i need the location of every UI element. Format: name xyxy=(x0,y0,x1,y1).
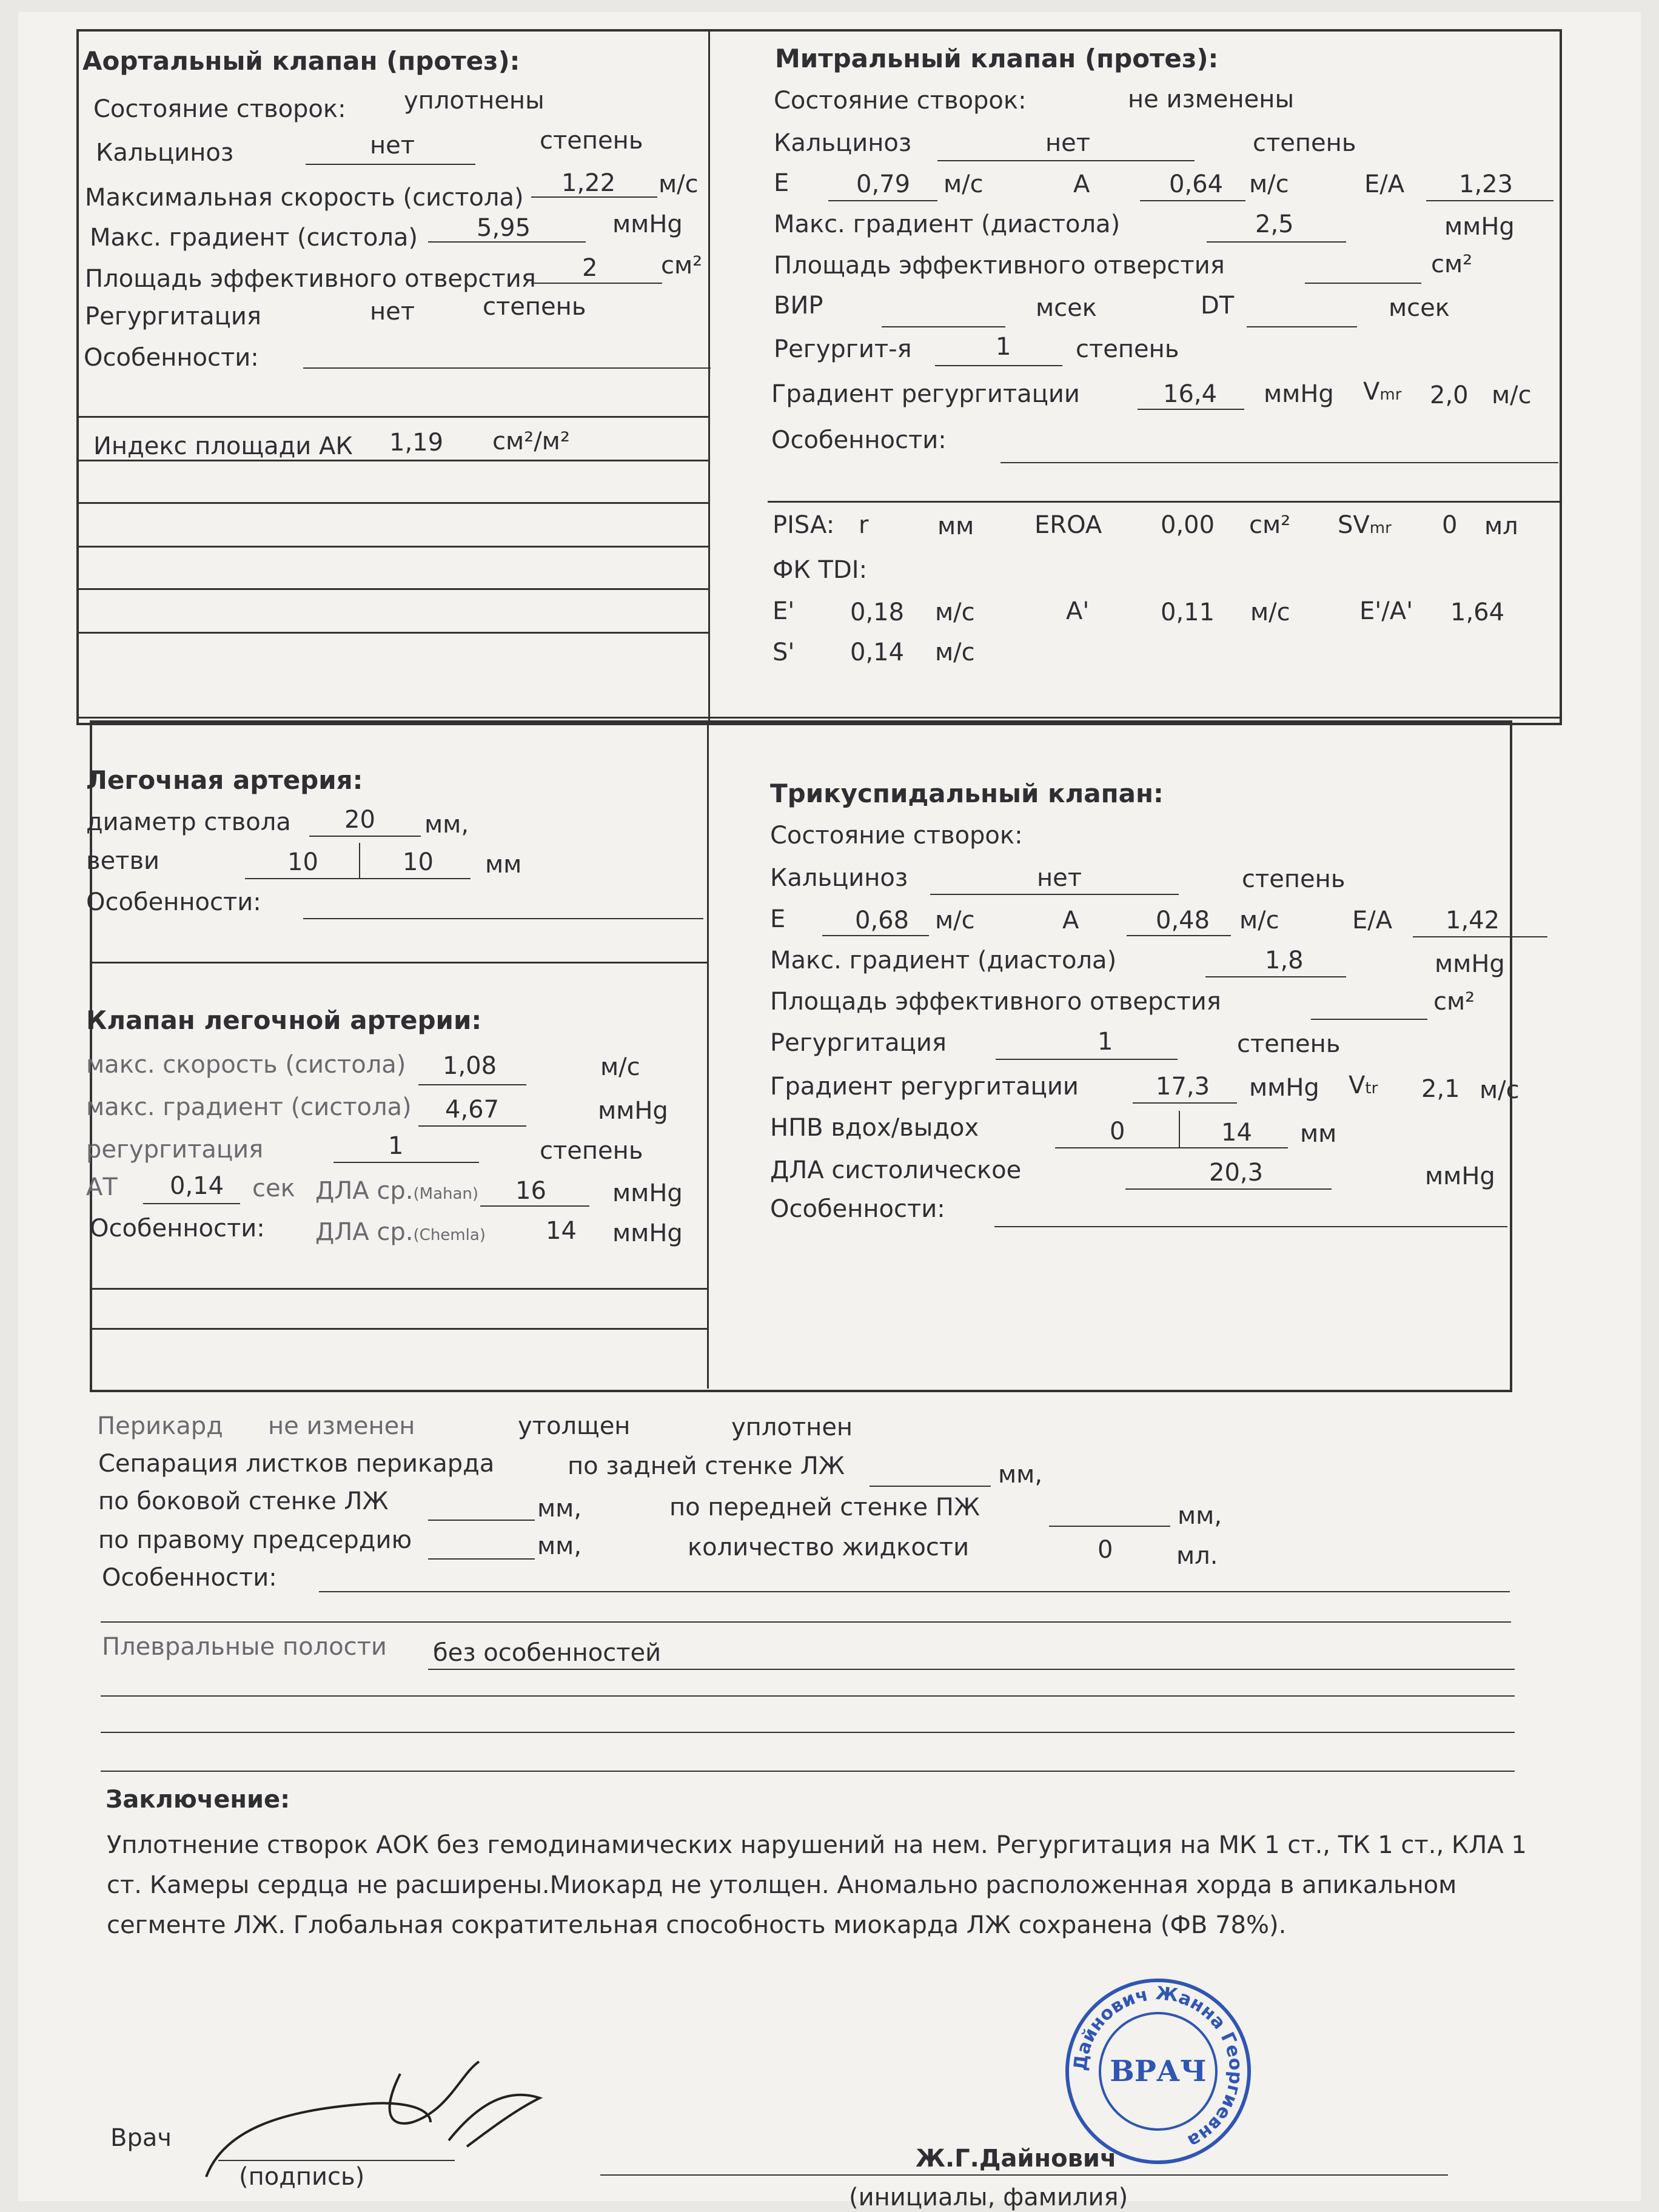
aortic-cusps-value: уплотнены xyxy=(404,87,545,115)
pericard-label: Перикард xyxy=(97,1412,223,1440)
sign-caption: (подпись) xyxy=(239,2163,365,2191)
tv-area-label: Площадь эффективного отверстия xyxy=(770,988,1221,1016)
pericard-features-label: Особенности: xyxy=(102,1564,277,1592)
pa-branches-unit: мм xyxy=(485,851,522,879)
pericard-opt-1: не изменен xyxy=(268,1412,415,1440)
mitral-e-value: 0,79 xyxy=(856,170,911,198)
mitral-s1-value: 0,14 xyxy=(850,638,905,666)
mitral-ea1-value: 1,64 xyxy=(1450,598,1505,626)
mitral-s1-label: S' xyxy=(773,638,795,666)
conclusion-line: ст. Камеры сердца не расширены.Миокард не утолщен. Аномально расположенная хорда в апикальном xyxy=(107,1871,1457,1899)
pericard-posterior-unit: мм, xyxy=(998,1461,1043,1489)
tv-title: Трикуспидальный клапан: xyxy=(770,779,1164,808)
pa-trunk-unit: мм, xyxy=(424,811,469,839)
pa-trunk-value: 20 xyxy=(344,806,375,834)
tv-grad-unit: ммHg xyxy=(1435,950,1505,978)
pv-at-value: 0,14 xyxy=(170,1172,224,1200)
mitral-features-label: Особенности: xyxy=(771,426,947,454)
mitral-vmr-unit: м/с xyxy=(1492,381,1532,409)
tv-cusps-label: Состояние створок: xyxy=(770,822,1023,850)
mitral-e1-value: 0,18 xyxy=(850,598,905,626)
mitral-e-unit: м/с xyxy=(943,170,984,198)
aortic-regurg-degree: степень xyxy=(483,293,586,321)
aortic-area-value: 2 xyxy=(582,254,598,282)
mitral-regurg-value: 1 xyxy=(996,333,1011,361)
svg-text:Дайнович Жанна Георгиевна: Дайнович Жанна Георгиевна xyxy=(1070,1982,1247,2152)
pv-regurg-degree: степень xyxy=(540,1137,643,1165)
pv-dla-mahan-unit: ммHg xyxy=(612,1179,683,1207)
aortic-index-value: 1,19 xyxy=(389,429,444,457)
mitral-dt-label: DT xyxy=(1201,292,1235,320)
doctor-label: Врач xyxy=(110,2124,172,2152)
mitral-a1-unit: м/с xyxy=(1250,598,1290,626)
mitral-area-unit: см² xyxy=(1431,250,1473,278)
stamp-seal xyxy=(1061,1974,1255,2168)
pv-at-label: АТ xyxy=(86,1173,118,1201)
mitral-calc-degree: степень xyxy=(1253,129,1356,157)
mitral-a1-label: A' xyxy=(1066,597,1090,625)
tv-regurg-degree: степень xyxy=(1237,1030,1341,1058)
document-page xyxy=(18,12,1641,2211)
mitral-vir-unit: мсек xyxy=(1036,294,1097,322)
pv-dla-chemla-value: 14 xyxy=(546,1217,577,1245)
conclusion-line: сегменте ЛЖ. Глобальная сократительная способность миокарда ЛЖ сохранена (ФВ 78%). xyxy=(107,1911,1287,1939)
aortic-vmax-value: 1,22 xyxy=(561,169,616,197)
pericard-fluid-label: количество жидкости xyxy=(688,1533,970,1561)
aortic-calc-value: нет xyxy=(370,132,415,159)
mitral-rgrad-value: 16,4 xyxy=(1163,380,1218,408)
tv-regurg-value: 1 xyxy=(1098,1028,1113,1056)
pericard-ra-label: по правому предсердию xyxy=(98,1526,412,1554)
pv-features-label: Особенности: xyxy=(90,1215,265,1242)
aortic-calc-degree: степень xyxy=(540,127,643,155)
pv-dla-chemla-unit: ммHg xyxy=(612,1219,683,1247)
tv-features-label: Особенности: xyxy=(770,1195,945,1223)
pa-trunk-label: диаметр ствола xyxy=(86,808,291,836)
mitral-grad-label: Макс. градиент (диастола) xyxy=(774,210,1121,238)
pv-grad-label: макс. градиент (систола) xyxy=(86,1093,412,1121)
mitral-cusps-label: Состояние створок: xyxy=(774,87,1027,115)
mitral-title: Митральный клапан (протез): xyxy=(775,44,1219,73)
mitral-a-value: 0,64 xyxy=(1169,170,1224,198)
conclusion-line: Уплотнение створок АОК без гемодинамических нарушений на нем. Регургитация на МК 1 ст., ТК 1 ст., КЛА 1 xyxy=(107,1831,1527,1859)
mitral-a-unit: м/с xyxy=(1249,170,1289,198)
mitral-regurg-label: Регургит-я xyxy=(774,335,912,363)
tv-dla-value: 20,3 xyxy=(1209,1159,1264,1187)
tv-calc-value: нет xyxy=(1037,864,1082,892)
pa-branches-label: ветви xyxy=(86,847,160,875)
pv-vmax-label: макс. скорость (систола) xyxy=(86,1051,406,1079)
doctor-stamp xyxy=(1061,1974,1255,2168)
aortic-grad-unit: ммHg xyxy=(612,210,683,238)
aortic-index-unit: см²/м² xyxy=(492,427,570,455)
pv-regurg-label: регургитация xyxy=(86,1136,264,1164)
mitral-eroa-unit: см² xyxy=(1249,511,1291,539)
tv-e-label: E xyxy=(770,905,786,933)
pv-grad-value: 4,67 xyxy=(445,1096,500,1124)
tv-e-value: 0,68 xyxy=(855,907,910,934)
mitral-area-label: Площадь эффективного отверстия xyxy=(774,252,1225,280)
mitral-rgrad-label: Градиент регургитации xyxy=(771,380,1080,408)
pericard-fluid-unit: мл. xyxy=(1176,1542,1218,1570)
pleural-value: без особенностей xyxy=(433,1639,662,1667)
pericard-lateral-unit: мм, xyxy=(537,1495,582,1523)
tv-a-label: A xyxy=(1062,907,1079,934)
pericard-opt-2: утолщен xyxy=(518,1412,631,1440)
tv-grad-value: 1,8 xyxy=(1265,947,1304,974)
conclusion-title: Заключение: xyxy=(106,1786,290,1814)
tv-area-unit: см² xyxy=(1433,988,1475,1016)
tv-ea-value: 1,42 xyxy=(1446,907,1500,934)
conclusion-text xyxy=(107,1825,1527,1945)
aortic-regurg-label: Регургитация xyxy=(85,303,261,330)
pericard-anterior-label: по передней стенке ПЖ xyxy=(669,1493,980,1521)
mitral-pisa-unit: мм xyxy=(937,512,974,540)
mitral-eroa-label: EROA xyxy=(1034,511,1102,539)
aortic-cusps-label: Состояние створок: xyxy=(93,95,346,123)
pericard-ra-unit: мм, xyxy=(537,1532,582,1560)
pericard-anterior-unit: мм, xyxy=(1178,1502,1222,1530)
pv-dla-mahan-label: ДЛА ср.(Mahan) xyxy=(315,1177,479,1205)
tv-calc-label: Кальциноз xyxy=(770,864,908,892)
pa-title: Легочная артерия: xyxy=(86,765,363,795)
tv-dla-label: ДЛА систолическое xyxy=(770,1156,1022,1184)
tv-ivc-in: 0 xyxy=(1110,1118,1125,1145)
mitral-a1-value: 0,11 xyxy=(1161,598,1215,626)
aortic-vmax-unit: м/с xyxy=(659,170,699,198)
tv-e-unit: м/с xyxy=(935,907,975,934)
tv-rgrad-unit: ммHg xyxy=(1249,1074,1319,1102)
tv-rgrad-label: Градиент регургитации xyxy=(770,1073,1079,1101)
mitral-ea-label: E/A xyxy=(1364,170,1405,198)
mitral-e1-label: E' xyxy=(773,597,795,625)
pericard-opt-3: уплотнен xyxy=(731,1413,853,1441)
mitral-vmr-label: Vmr xyxy=(1363,378,1402,406)
tv-grad-label: Макс. градиент (диастола) xyxy=(770,947,1117,974)
tv-vtr-label: Vtr xyxy=(1349,1071,1378,1099)
pv-regurg-value: 1 xyxy=(388,1132,404,1160)
aortic-vmax-label: Максимальная скорость (систола) xyxy=(85,184,524,212)
tv-calc-degree: степень xyxy=(1242,865,1346,893)
mitral-a-label: A xyxy=(1073,170,1090,198)
tv-rgrad-value: 17,3 xyxy=(1156,1073,1210,1101)
pv-title: Клапан легочной артерии: xyxy=(86,1005,482,1035)
mitral-regurg-degree: степень xyxy=(1076,335,1179,363)
mitral-sv-value: 0 xyxy=(1442,511,1458,539)
tv-a-unit: м/с xyxy=(1239,907,1279,934)
mitral-calc-value: нет xyxy=(1045,129,1091,157)
doctor-name: Ж.Г.Дайнович xyxy=(916,2145,1117,2173)
pericard-lateral-label: по боковой стенке ЛЖ xyxy=(98,1487,389,1515)
mitral-s1-unit: м/с xyxy=(935,638,975,666)
mitral-grad-unit: ммHg xyxy=(1444,213,1515,241)
pv-vmax-value: 1,08 xyxy=(443,1052,497,1080)
mitral-vmr-value: 2,0 xyxy=(1430,381,1469,409)
aortic-index-label: Индекс площади АК xyxy=(93,432,353,460)
pv-at-unit: сек xyxy=(252,1175,295,1202)
mitral-rgrad-unit: ммHg xyxy=(1264,380,1334,408)
aortic-calc-label: Кальциноз xyxy=(96,139,234,167)
top-table-divider xyxy=(708,29,710,720)
mitral-dt-unit: мсек xyxy=(1389,294,1450,322)
tv-ea-label: E/A xyxy=(1352,907,1393,934)
mitral-cusps-value: не изменены xyxy=(1128,85,1295,113)
mitral-grad-value: 2,5 xyxy=(1255,210,1294,238)
mitral-sv-unit: мл xyxy=(1484,512,1518,540)
aortic-features-label: Особенности: xyxy=(84,344,259,372)
mitral-e-label: E xyxy=(774,169,789,197)
mitral-eroa-value: 0,00 xyxy=(1161,511,1215,539)
mitral-pisa-label: PISA: xyxy=(773,511,835,539)
mitral-e1-unit: м/с xyxy=(935,598,975,626)
pericard-fluid-value: 0 xyxy=(1098,1536,1113,1564)
mitral-sv-label: SVmr xyxy=(1338,511,1392,539)
aortic-grad-label: Макс. градиент (систола) xyxy=(90,224,418,252)
aortic-area-unit: см² xyxy=(661,252,703,280)
mitral-ea-value: 1,23 xyxy=(1459,170,1513,198)
tv-regurg-label: Регургитация xyxy=(770,1029,947,1057)
pericard-sep-label: Сепарация листков перикарда xyxy=(98,1450,495,1478)
aortic-title: Аортальный клапан (протез): xyxy=(82,46,520,76)
tv-dla-unit: ммHg xyxy=(1425,1162,1495,1190)
tv-vtr-unit: м/с xyxy=(1480,1076,1520,1104)
pv-grad-unit: ммHg xyxy=(598,1097,668,1125)
tv-a-value: 0,48 xyxy=(1156,907,1210,934)
pv-vmax-unit: м/с xyxy=(600,1053,640,1081)
mitral-tdi-label: ФК TDI: xyxy=(773,556,868,584)
name-caption: (инициалы, фамилия) xyxy=(849,2184,1128,2211)
mitral-ea1-label: E'/A' xyxy=(1359,597,1413,625)
svg-text:ВРАЧ: ВРАЧ xyxy=(1110,2054,1207,2088)
tv-ivc-label: НПВ вдох/выдох xyxy=(770,1114,979,1142)
mitral-pisa-r: r xyxy=(859,511,869,539)
mitral-vir-label: ВИР xyxy=(774,292,823,320)
tv-vtr-value: 2,1 xyxy=(1421,1075,1460,1103)
pa-features-label: Особенности: xyxy=(86,888,261,916)
pleural-label: Плевральные полости xyxy=(102,1633,387,1661)
tv-ivc-out: 14 xyxy=(1221,1119,1252,1147)
pericard-posterior-label: по задней стенке ЛЖ xyxy=(568,1452,845,1480)
pv-dla-chemla-label: ДЛА ср.(Chemla) xyxy=(315,1218,486,1246)
pv-dla-mahan-value: 16 xyxy=(515,1177,546,1205)
aortic-regurg-value: нет xyxy=(370,298,415,326)
pa-branch1-value: 10 xyxy=(287,848,318,876)
mitral-calc-label: Кальциноз xyxy=(774,129,912,157)
pa-branch2-value: 10 xyxy=(403,848,434,876)
aortic-area-label: Площадь эффективного отверстия xyxy=(85,265,536,293)
tv-ivc-unit: мм xyxy=(1300,1120,1337,1148)
aortic-grad-value: 5,95 xyxy=(477,214,531,242)
